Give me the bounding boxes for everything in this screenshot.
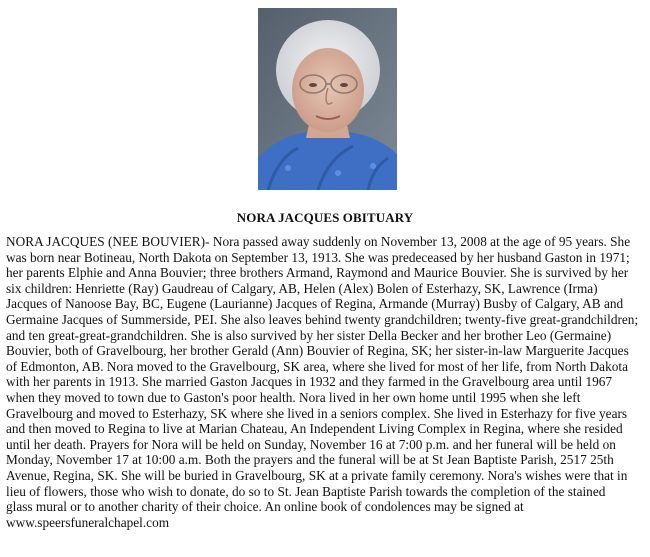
portrait-photo <box>258 8 397 190</box>
obituary-body <box>6 234 646 530</box>
obituary-line: and ten great-great-grandchildren. She is also survived by her sister Della Becker and her brother Leo (Germaine) <box>6 327 612 343</box>
obituary-line: Jacques of Nanoose Bay, BC, Eugene (Laurianne) Jacques of Regina, Armande (Murray) Busby of Calgary, AB and <box>6 296 624 312</box>
obituary-line: Germaine Jacques of Summerside, PEI. She also leaves behind twenty grandchildren; twenty-five great-grandchildren; <box>6 311 639 327</box>
obituary-line: glass mural or to another charity of their choice. An online book of condolences may be signed at <box>6 499 524 515</box>
obituary-line: six children: Henriette (Ray) Gaudreau of Calgary, AB, Helen (Alex) Bolen of Esterhazy, SK, Lawrence (Irma) <box>6 280 598 296</box>
obituary-line: Monday, November 17 at 10:00 a.m. Both the prayers and the funeral will be at St Jean Baptiste Parish, 2517 25th <box>6 452 614 468</box>
obituary-line: Gravelbourg and moved to Esterhazy, SK where she lived in a seniors complex. She lived in Esterhazy for five years <box>6 405 628 421</box>
obituary-line: when they moved to town due to Gaston's poor health. Nora lived in her own home until 1995 when she left <box>6 389 581 405</box>
portrait-image <box>258 8 397 190</box>
obituary-line: until her death. Prayers for Nora will be held on Sunday, November 16 at 7:00 p.m. and her funeral will be held on <box>6 436 616 452</box>
obituary-line: was born near Botineau, North Dakota on September 13, 1913. She was predeceased by her husband Gaston in 1971; <box>6 249 630 265</box>
obituary-line: NORA JACQUES (NEE BOUVIER)- Nora passed away suddenly on November 13, 2008 at the age of 95 years. She <box>6 234 631 249</box>
condolences-url: www.speersfuneralchapel.com <box>6 514 170 530</box>
obituary-line: Bouvier, both of Gravelbourg, her brother Gerald (Ann) Bouvier of Regina, SK; her sister-in-law Marguerite Jacques <box>6 343 629 359</box>
obituary-line: of Edmonton, AB. Nora moved to the Gravelbourg, SK area, where she lived for most of her life, from North Dakota <box>6 358 628 374</box>
obituary-line: with her parents in 1913. She married Gaston Jacques in 1932 and they farmed in the Gravelbourg area until 1967 <box>6 374 613 390</box>
obituary-line: lieu of flowers, those who wish to donate, do so to St. Jean Baptiste Parish towards the completion of the stained <box>6 483 606 499</box>
obituary-line: Avenue, Regina, SK. She will be buried in Gravelbourg, SK at a private family ceremony. Nora's wishes were that in <box>6 467 628 483</box>
obituary-line: and then moved to Regina to live at Marian Chateau, An Independent Living Complex in Regina, where she resided <box>6 421 623 437</box>
obituary-title: NORA JACQUES OBITUARY <box>236 210 414 225</box>
obituary-line: her parents Elphie and Anna Bouvier; three brothers Armand, Raymond and Maurice Bouvier. She is survived by her <box>6 265 629 281</box>
